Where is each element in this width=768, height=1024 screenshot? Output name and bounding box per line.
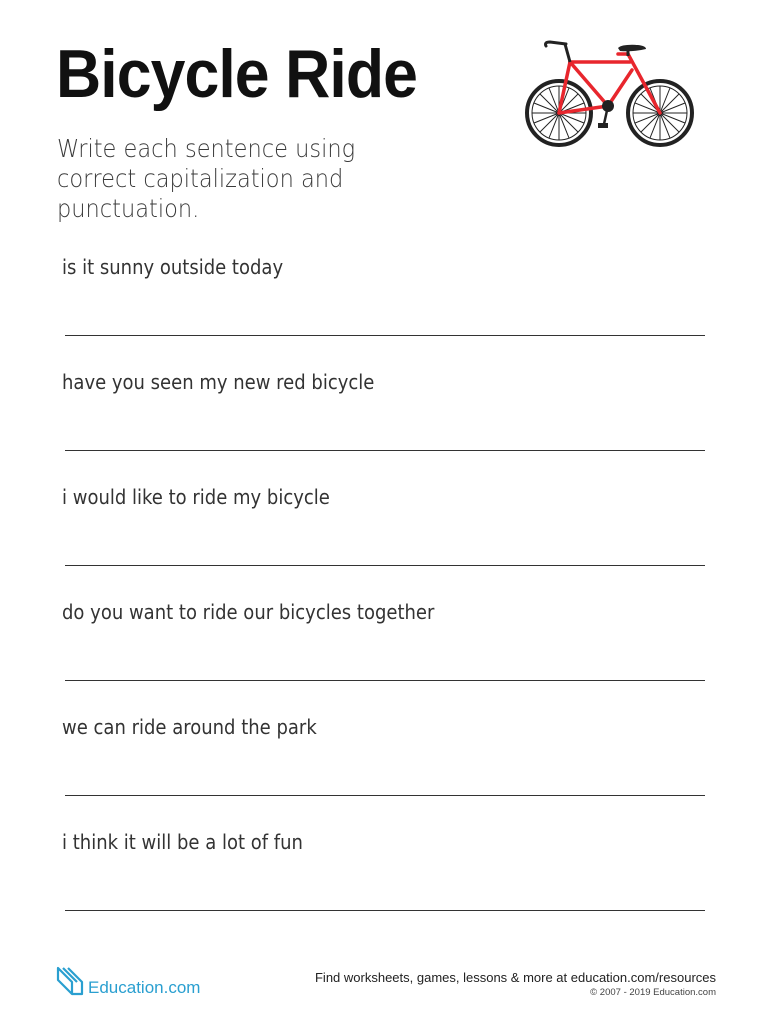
education-logo-text: Education.com: [88, 978, 201, 997]
answer-line-4[interactable]: [65, 680, 705, 681]
sentence-prompt-3: i would like to ride my bicycle: [62, 485, 330, 509]
sentence-prompt-6: i think it will be a lot of fun: [62, 830, 303, 854]
answer-line-6[interactable]: [65, 910, 705, 911]
sentence-prompt-2: have you seen my new red bicycle: [62, 370, 375, 394]
footer-tagline: Find worksheets, games, lessons & more at education.com/resources: [314, 970, 716, 985]
sentence-prompt-4: do you want to ride our bicycles together: [62, 600, 435, 624]
worksheet-instructions: Write each sentence using correct capitalization and punctuation.: [57, 134, 356, 223]
answer-line-3[interactable]: [65, 565, 705, 566]
worksheet-title: Bicycle Ride: [56, 36, 418, 112]
footer-copyright: © 2007 - 2019 Education.com: [590, 987, 716, 998]
sentence-prompt-1: is it sunny outside today: [62, 255, 284, 279]
sentence-prompt-5: we can ride around the park: [62, 715, 317, 739]
education-logo-icon: [52, 964, 86, 998]
answer-line-2[interactable]: [65, 450, 705, 451]
answer-line-5[interactable]: [65, 795, 705, 796]
answer-line-1[interactable]: [65, 335, 705, 336]
footer-info: [315, 970, 716, 1000]
education-logo[interactable]: [52, 964, 200, 998]
